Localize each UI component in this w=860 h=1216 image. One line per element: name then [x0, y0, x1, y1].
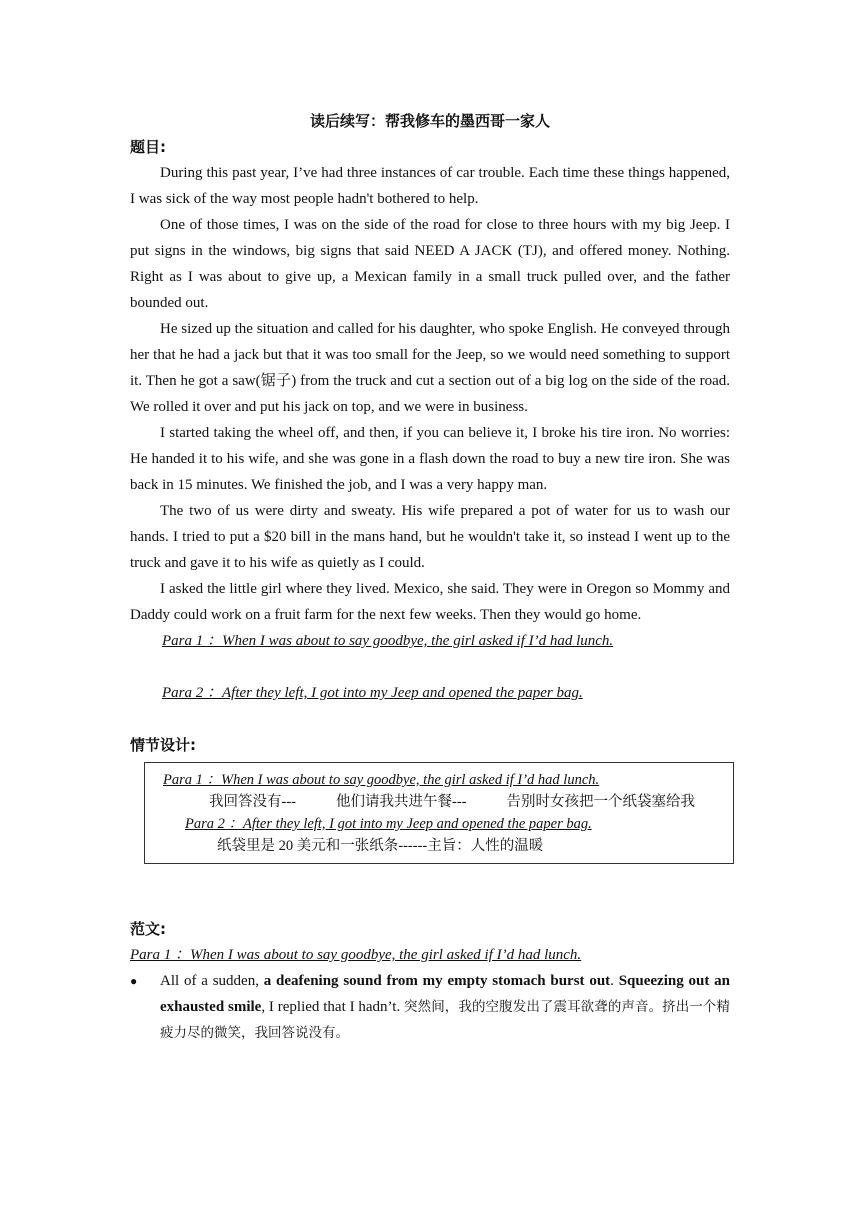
para1-prompt: Para 1 ：When I was about to say goodbye, the girl asked if I’d had lunch.	[162, 633, 614, 649]
story-paragraph-2: One of those times, I was on the side of the road for close to three hours with my big Jeep. I put signs in the windows, big signs that said NEED A JACK (TJ), and offered money. Nothing. Right as I was about to give up, a Mexican family in a small truck pulled over, and the father bounded out.	[130, 217, 730, 311]
plot-para2-prompt: Para 2 ：After they left, I got into my Jeep and opened the paper bag.	[185, 816, 592, 832]
sample-text-mid: .	[610, 973, 619, 989]
sample-bullet-item	[130, 968, 730, 1046]
sample-heading: 范文:	[130, 920, 166, 938]
plot-steps	[209, 791, 733, 813]
para2-prompt: Para 2 ：After they left, I got into my Jeep and opened the paper bag.	[162, 685, 583, 701]
story-paragraph-6: I asked the little girl where they lived. Mexico, she said. They were in Oregon so Mommy and Daddy could work on a fruit farm for the next few weeks. Then they would go home.	[130, 581, 730, 623]
sample-text-intro: All of a sudden,	[160, 973, 264, 989]
story-paragraph-3: He sized up the situation and called for his daughter, who spoke English. He conveyed through her that he had a jack but that it was too small for the Jeep, so we would need something to support it. Then he got a saw(锯子) from the truck and cut a section out of a big log on the side of the road. We rolled it over and put his jack on top, and we were in business.	[130, 321, 730, 415]
plot-step-2: 他们请我共进午餐---	[336, 794, 467, 810]
plot-design-box	[144, 762, 734, 864]
plot-step-1: 我回答没有---	[209, 794, 296, 810]
plot-step-3: 告别时女孩把一个纸袋塞给我	[506, 794, 695, 810]
sample-text-bold-1: a deafening sound from my empty stomach burst out	[263, 973, 611, 989]
topic-heading: 题目:	[130, 138, 166, 156]
story-paragraph-4: I started taking the wheel off, and then, if you can believe it, I broke his tire iron. No worries: He handed it to his wife, and she was gone in a flash down the road to buy a new tire iron. She was back in 15 minutes. We finished the job, and I was a very happy man.	[130, 425, 730, 493]
sample-text-end: , I replied that I hadn’t.	[261, 999, 405, 1015]
document-page	[130, 108, 730, 1046]
bullet-icon: ●	[130, 974, 138, 988]
sample-sentence	[160, 968, 730, 1046]
plot-para1-prompt: Para 1 ：When I was about to say goodbye, the girl asked if I’d had lunch.	[163, 772, 600, 788]
sample-para1-prompt: Para 1 ：When I was about to say goodbye, the girl asked if I’d had lunch.	[130, 947, 582, 963]
document-title: 读后续写：帮我修车的墨西哥一家人	[309, 112, 550, 130]
sample-text-chinese: 突然间，我的空腹发出了震耳欲聋的声音。挤出一个精疲力尽的微笑，我回答说没有。	[160, 999, 731, 1040]
story-paragraph-5: The two of us were dirty and sweaty. His wife prepared a pot of water for us to wash our hands. I tried to put a $20 bill in the mans hand, but he wouldn't take it, so instead I went up to the truck and gave it to his wife as quietly as I could.	[130, 503, 730, 571]
plot-note: 纸袋里是 20 美元和一张纸条------主旨：人性的温暖	[217, 838, 544, 854]
story-paragraph-1: During this past year, I’ve had three instances of car trouble. Each time these things happened, I was sick of the way most people hadn't bothered to help.	[130, 165, 730, 207]
plot-heading: 情节设计:	[130, 736, 196, 754]
sample-text-bold-2: Squeezing out an exhausted smile	[160, 973, 730, 1015]
